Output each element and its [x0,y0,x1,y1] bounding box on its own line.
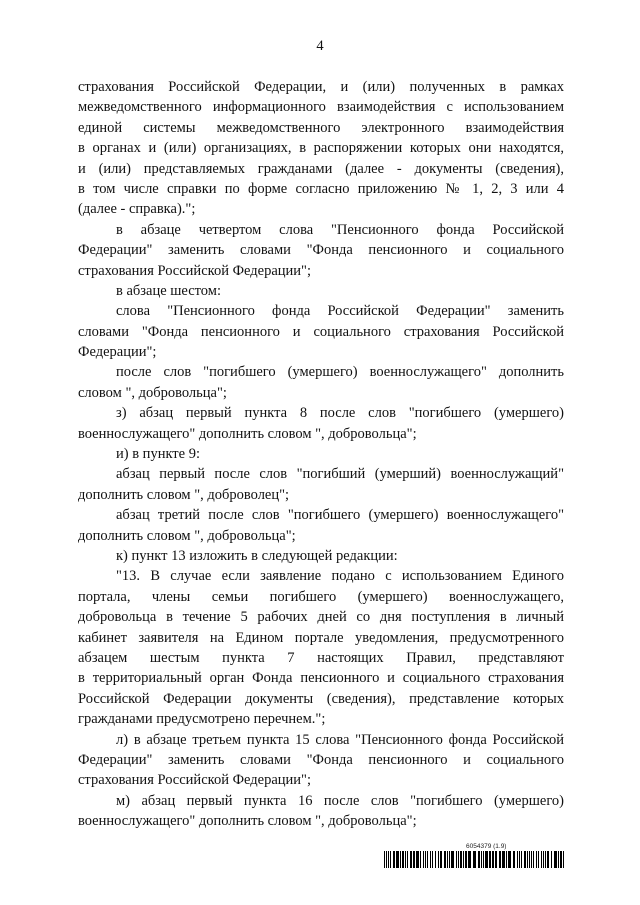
text-line: Федерации"; [78,344,157,361]
text-line: (далее - справка)."; [78,201,196,218]
paragraph [78,220,564,281]
text-line: л) в абзаце третьем пункта 15 слова "Пенсионного фонда Российской [116,731,564,748]
text-line: и) в пункте 9: [116,446,200,463]
paragraph [78,281,564,301]
text-line: единой системы межведомственного электронного взаимодействия [78,119,564,136]
document-code: 6054379 (1.9) [466,843,507,850]
paragraph [78,505,564,546]
paragraph [78,464,564,505]
text-line: гражданами предусмотрено перечнем."; [78,711,326,728]
text-line: после слов "погибшего (умершего) военнослужащего" дополнить [116,364,564,381]
text-line: кабинет заявителя на Едином портале уведомления, предусмотренного [78,629,564,646]
text-line: дополнить словом ", доброволец"; [78,486,290,503]
text-line: абзац третий после слов "погибшего (умершего) военнослужащего" [116,507,564,524]
text-line: словом ", добровольца"; [78,384,227,401]
paragraph [78,444,564,464]
text-line: слова "Пенсионного фонда Российской Федерации" заменить [116,303,564,320]
text-line: в органах и (или) организациях, в распоряжении которых они находятся, [78,140,564,157]
text-line: в территориальный орган Фонда пенсионного и социального страхования [78,670,564,687]
text-line: портала, члены семьи погибшего (умершего) военнослужащего, [78,588,564,605]
text-line: в абзаце шестом: [116,282,221,299]
text-line: Федерации" заменить словами "Фонда пенсионного и социального [78,242,564,259]
text-line: страхования Российской Федерации, и (или) полученных в рамках [78,79,564,95]
text-line: абзацем шестым пункта 7 настоящих Правил, представляют [78,649,564,666]
paragraph [78,791,564,832]
text-line: м) абзац первый пункта 16 после слов "погибшего (умершего) [116,792,564,809]
text-line: абзац первый после слов "погибший (умерший) военнослужащий" [116,466,564,483]
text-line: и (или) представляемых гражданами (далее - документы (сведения), [78,160,564,177]
paragraph [78,566,564,729]
text-line: з) абзац первый пункта 8 после слов "погибшего (умершего) [116,405,564,422]
text-line: "13. В случае если заявление подано с использованием Единого [116,568,564,585]
document-body [78,77,564,831]
text-line: страхования Российской Федерации"; [78,772,311,789]
paragraph [78,301,564,362]
paragraph [78,730,564,791]
text-line: дополнить словом ", добровольца"; [78,527,296,544]
text-line: межведомственного информационного взаимодействия с использованием [78,99,564,116]
text-line: Федерации" заменить словами "Фонда пенсионного и социального [78,751,564,768]
paragraph [78,362,564,403]
page-number: 4 [316,38,324,54]
text-line: страхования Российской Федерации"; [78,262,311,279]
text-line: Российской Федерации документы (сведения), представление которых [78,690,564,707]
text-line: военнослужащего" дополнить словом ", добровольца"; [78,813,417,830]
text-line: в том числе справки по форме согласно приложению № 1, 2, 3 или 4 [78,180,564,197]
text-line: к) пункт 13 изложить в следующей редакции: [116,547,398,564]
paragraph [78,77,564,220]
text-line: словами "Фонда пенсионного и социального страхования Российской [78,323,564,340]
text-line: в абзаце четвертом слова "Пенсионного фонда Российской [116,221,564,238]
text-line: военнослужащего" дополнить словом ", добровольца"; [78,425,417,442]
paragraph [78,403,564,444]
barcode [384,851,564,868]
paragraph [78,546,564,566]
text-line: добровольца в течение 5 рабочих дней со дня поступления в личный [78,609,564,626]
